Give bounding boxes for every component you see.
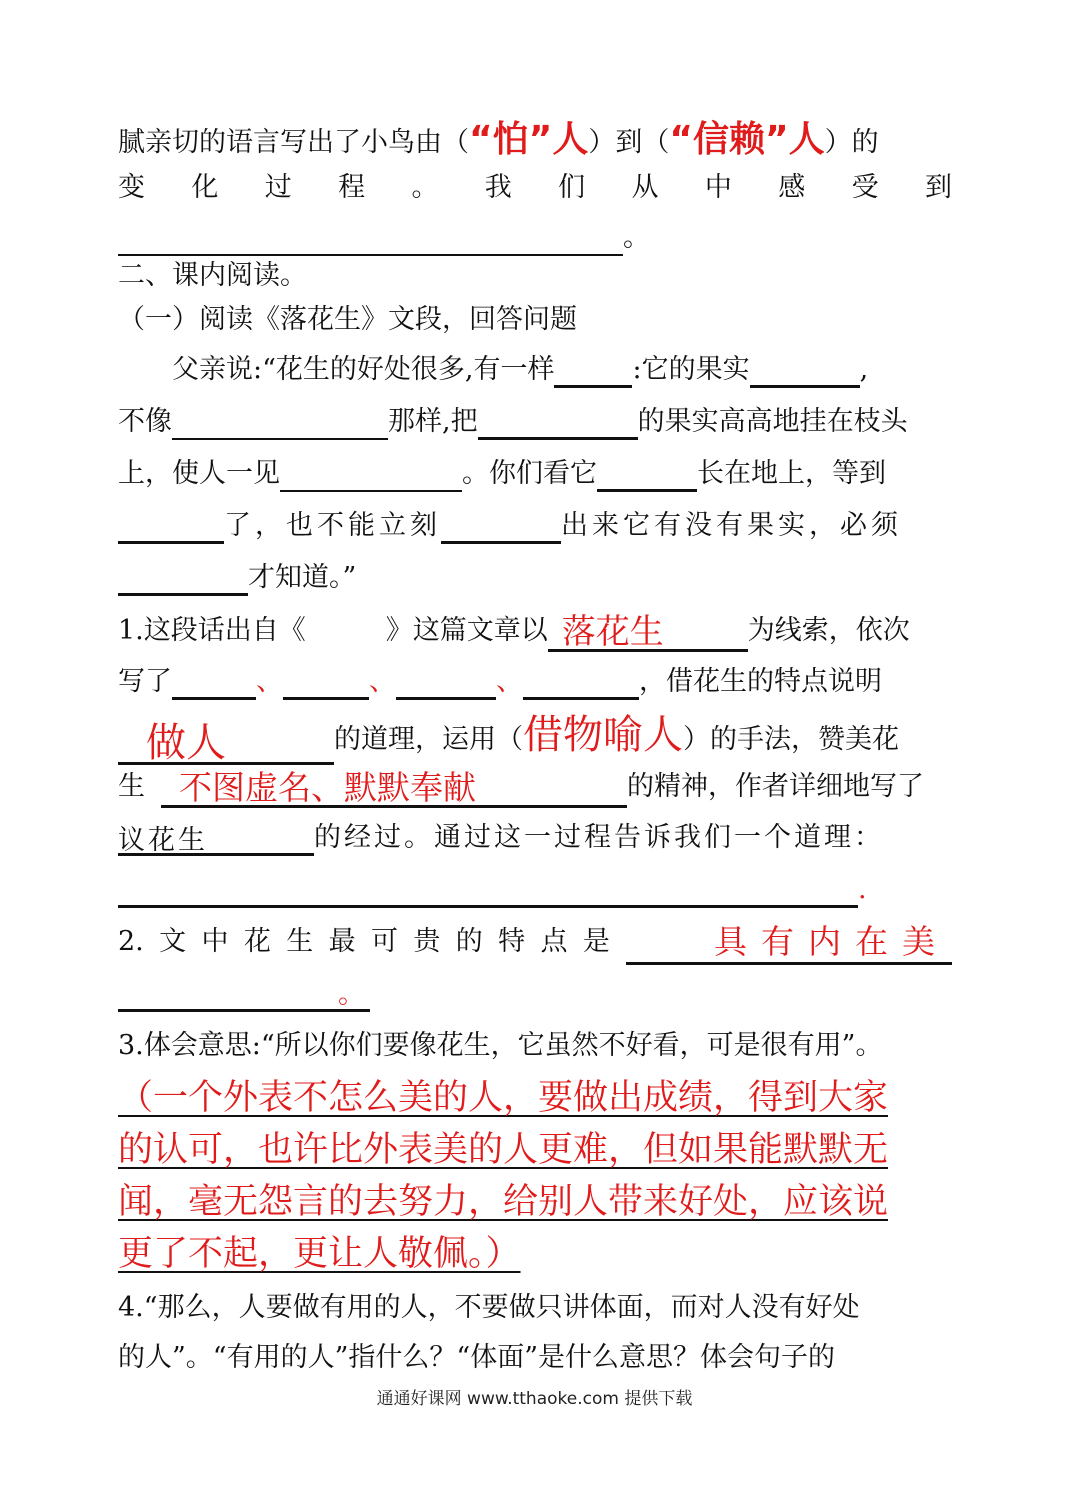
char: 花 <box>243 926 271 957</box>
char: 贵 <box>413 926 441 957</box>
question-1-line-5 <box>118 820 952 856</box>
question-1-line-3 <box>118 710 952 765</box>
char: 可 <box>371 926 399 957</box>
blank <box>172 669 256 700</box>
char: 过 <box>264 172 292 203</box>
char: 生 <box>286 926 314 957</box>
text: 的精神，作者详细地写了 <box>627 771 924 802</box>
char: 受 <box>851 172 879 203</box>
blank <box>750 357 860 388</box>
blank <box>118 977 370 1012</box>
footer-text: 通通好课网 www.tthaoke.com 提供下载 <box>376 1389 693 1409</box>
text: 了，也不能立刻 <box>224 510 441 541</box>
subsection-title: （一）阅读《落花生》文段，回答问题 <box>118 304 577 335</box>
char: 我 <box>484 172 512 203</box>
char: 点 <box>540 926 568 957</box>
text: 。你们看它 <box>462 458 597 489</box>
char: 变 <box>118 172 145 203</box>
blank <box>441 513 561 544</box>
separator: 、 <box>369 666 396 697</box>
answer-pa: “怕”人 <box>469 119 589 160</box>
answer-zuoren: 做人 <box>146 720 226 766</box>
text: 生 <box>118 771 145 802</box>
blank <box>118 565 248 596</box>
blank <box>172 408 388 440</box>
question-1-line-6 <box>118 872 952 908</box>
question-3: 3.体会意思:“所以你们要像花生，它虽然不好看，可是很有用”。 <box>118 1030 883 1061</box>
blank <box>523 669 639 700</box>
char: 中 <box>201 926 229 957</box>
separator: 、 <box>256 666 283 697</box>
text: 出来它有没有果实，必须 <box>561 510 902 541</box>
answer-3-line-4: 更了不起，更让人敬佩。） <box>118 1234 521 1274</box>
text: :它的果实 <box>632 354 750 385</box>
char: 文 <box>159 926 187 957</box>
blank <box>118 875 858 908</box>
text: ）到（ <box>588 127 670 158</box>
text: ）的手法，赞美花 <box>683 724 899 755</box>
separator: 、 <box>496 666 523 697</box>
answer-luohuasheng: 落花生 <box>561 612 664 652</box>
text: ，借花生的特点说明 <box>639 666 882 697</box>
answer-blank <box>161 767 627 808</box>
answer-jiewuyuren: 借物喻人 <box>523 712 683 758</box>
char: 们 <box>558 172 586 203</box>
answer-3-line-1: （一个外表不怎么美的人，要做出成绩，得到大家 <box>118 1078 889 1118</box>
text: 的果实高高地挂在枝头 <box>637 406 908 437</box>
char: 2. <box>118 926 144 957</box>
question-4-line-2: 的人”。“有用的人”指什么？“体面”是什么意思？体会句子的 <box>118 1342 836 1373</box>
text: 长在地上，等到 <box>697 458 886 489</box>
text: 为线索，依次 <box>747 615 910 646</box>
text: 那样,把 <box>388 406 478 437</box>
passage-line-5 <box>118 560 952 596</box>
text: , <box>859 354 869 385</box>
text: 才知道。” <box>248 562 357 593</box>
char: 最 <box>328 926 356 957</box>
question-1 <box>118 610 952 652</box>
text: 》这篇文章以 <box>385 615 548 646</box>
blank <box>478 409 638 440</box>
text: 。 <box>338 979 365 1010</box>
question-4-line-1: 4.“那么，人要做有用的人，不要做只讲体面，而对人没有好处 <box>118 1292 860 1323</box>
answer-neizaimei: 具有内在美 <box>714 922 949 961</box>
text: 。 <box>623 222 650 253</box>
text: 写了 <box>118 666 172 697</box>
answer-blank <box>118 718 334 765</box>
char: 的 <box>455 926 483 957</box>
blank <box>118 224 623 256</box>
answer-blank <box>548 611 748 652</box>
text: ）的 <box>824 127 879 158</box>
text: 腻亲切的语言写出了小鸟由（ <box>118 127 469 158</box>
question-2 <box>118 922 952 965</box>
answer-xinlai: “信赖”人 <box>669 119 825 160</box>
char: 化 <box>191 172 219 203</box>
blank <box>283 669 369 700</box>
answer-3-line-2: 的认可，也许比外表美的人更难，但如果能默默无 <box>118 1130 889 1170</box>
blank <box>554 357 632 388</box>
blank <box>396 669 496 700</box>
blank <box>280 460 462 492</box>
passage-line-4 <box>118 508 952 544</box>
passage-line-2 <box>118 404 952 440</box>
text: 的经过。通过这一过程告诉我们一个道理： <box>314 822 884 853</box>
passage-line-1 <box>118 352 952 388</box>
line-3 <box>118 220 952 256</box>
char: 感 <box>778 172 806 203</box>
text: 的道理，运用（ <box>334 724 523 755</box>
question-1-line-4 <box>118 766 952 808</box>
text: 议花生 <box>118 825 208 856</box>
char: 到 <box>924 172 952 203</box>
char: 特 <box>498 926 526 957</box>
answer-3-line-3: 闻，毫无怨言的去努力，给别人带来好处，应该说 <box>118 1182 889 1222</box>
blank <box>597 461 697 492</box>
text: 父亲说:“花生的好处很多,有一样 <box>172 354 555 385</box>
char: 。 <box>411 172 439 203</box>
char: 从 <box>631 172 659 203</box>
answer-blank <box>626 922 952 965</box>
passage-line-3 <box>118 456 952 492</box>
text: . <box>858 874 867 905</box>
blank <box>118 513 224 544</box>
line-2 <box>118 170 952 206</box>
text: 不像 <box>118 406 172 437</box>
question-2-line-2 <box>118 976 952 1012</box>
char: 程 <box>338 172 366 203</box>
char: 中 <box>704 172 732 203</box>
line-1 <box>118 119 952 161</box>
section-title: 二、课内阅读。 <box>118 260 307 291</box>
text: 上，使人一见 <box>118 458 280 489</box>
question-1-line-2 <box>118 664 952 700</box>
char: 是 <box>582 926 610 957</box>
answer-butuxuming: 不图虚名、默默奉献 <box>179 768 476 807</box>
blank <box>118 823 314 856</box>
text: 1.这段话出自《 <box>118 615 306 646</box>
